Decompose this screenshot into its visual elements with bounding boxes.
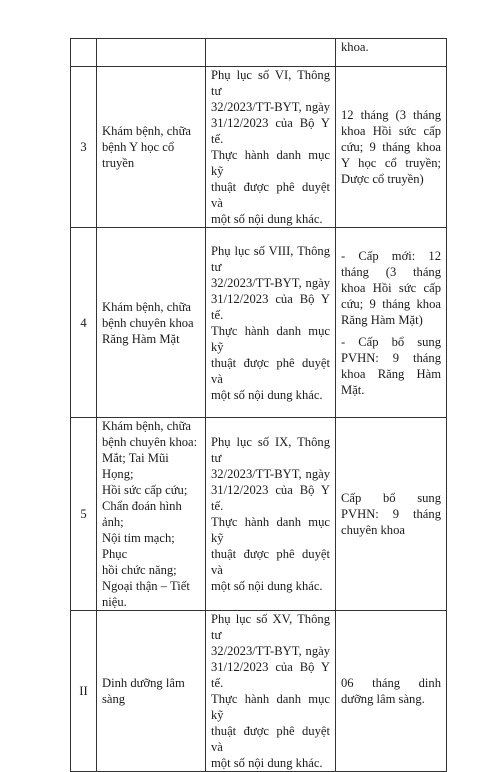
legal-basis-line: Phụ lục số VIII, Thông tư (211, 243, 330, 274)
duration-paragraph (341, 107, 441, 187)
service-name-line: Nội tim mạch; Phục (102, 531, 175, 561)
legal-basis-line: 32/2023/TT-BYT, ngày (211, 644, 330, 658)
duration-paragraph (341, 675, 441, 707)
duration-line: 06 tháng dinh (341, 676, 441, 690)
legal-basis-line: 31/12/2023 của Bộ Y tế. (211, 291, 330, 322)
service-name-line: Mắt; Tai Mũi Họng; (102, 451, 169, 481)
row-number-cell (71, 67, 97, 228)
legal-basis-line: một số nội dung khác. (211, 579, 323, 593)
legal-basis-line: 32/2023/TT-BYT, ngày (211, 275, 330, 290)
service-name-line: Răng Hàm Mặt (102, 331, 180, 346)
legal-basis-line: 31/12/2023 của Bộ Y tế. (211, 116, 330, 146)
service-name-cell (97, 228, 206, 418)
table-row (71, 67, 447, 228)
legal-basis-cell (206, 418, 336, 611)
service-name-line: bệnh chuyên khoa (102, 315, 194, 330)
service-name-line: Khám bệnh, chữa (102, 299, 192, 314)
legal-basis-line: thuật được phê duyệt và (211, 180, 330, 210)
table-row (71, 418, 447, 611)
duration-line: cứu; 9 tháng khoa (341, 140, 441, 154)
duration-line: PVHN: 9 tháng (341, 350, 441, 365)
row-number-cell (71, 39, 97, 67)
service-name-line: hồi chức năng; (102, 563, 177, 577)
duration-line: khoa. (341, 40, 369, 54)
service-name-cell (97, 418, 206, 611)
service-name-cell (97, 67, 206, 228)
legal-basis-cell (206, 228, 336, 418)
duration-line: dưỡng lâm sàng. (341, 692, 425, 706)
legal-basis-line: Thực hành danh mục kỹ (211, 515, 330, 545)
service-name-line: bệnh chuyên khoa: (102, 435, 198, 449)
service-name-line: Dinh dưỡng lâm (102, 676, 185, 690)
legal-basis-line: Phụ lục số IX, Thông tư (211, 435, 330, 465)
legal-basis-line: một số nội dung khác. (211, 212, 323, 226)
legal-basis-line: 31/12/2023 của Bộ Y tế. (211, 483, 330, 513)
document-table (70, 38, 447, 772)
service-name-line: Khám bệnh, chữa (102, 419, 192, 433)
legal-basis-line: Phụ lục số XV, Thông tư (211, 612, 330, 642)
service-name-line: truyền (102, 156, 135, 170)
table-row (71, 228, 447, 418)
legal-basis-cell (206, 611, 336, 772)
legal-basis-line: Thực hành danh mục kỹ (211, 692, 330, 722)
duration-line: khoa Răng Hàm (341, 366, 441, 381)
legal-basis-line: Thực hành danh mục kỹ (211, 148, 330, 178)
service-name-line: Chẩn đoán hình ảnh; (102, 499, 182, 529)
duration-line: Cấp bổ sung (341, 491, 441, 505)
service-name-line: Ngoại thận – Tiết (102, 579, 190, 593)
duration-line: Y học cổ truyền; (341, 156, 441, 170)
duration-line: Dược cổ truyền) (341, 172, 424, 186)
duration-line: - Cấp bổ sung (341, 334, 441, 349)
table-row (71, 39, 447, 67)
legal-basis-cell (206, 39, 336, 67)
legal-basis-line: Thực hành danh mục kỹ (211, 323, 330, 354)
duration-cell (336, 39, 447, 67)
duration-cell (336, 228, 447, 418)
service-name-line: bệnh Y học cổ (102, 140, 175, 154)
legal-basis-line: thuật được phê duyệt và (211, 724, 330, 754)
row-number: 4 (80, 315, 87, 330)
duration-line: Mặt. (341, 382, 365, 397)
duration-cell (336, 611, 447, 772)
service-name-line: sàng (102, 692, 126, 706)
row-number: 5 (80, 507, 87, 521)
row-number-cell (71, 611, 97, 772)
duration-line: PVHN: 9 tháng (341, 507, 441, 521)
duration-line: cứu; 9 tháng khoa (341, 296, 441, 311)
legal-basis-line: 32/2023/TT-BYT, ngày (211, 467, 330, 481)
row-number: II (79, 684, 88, 698)
legal-basis-line: một số nội dung khác. (211, 756, 323, 770)
duration-line: 12 tháng (3 tháng (341, 108, 441, 122)
duration-line: - Cấp mới: 12 (341, 248, 441, 263)
legal-basis-cell (206, 67, 336, 228)
legal-basis-line: thuật được phê duyệt và (211, 547, 330, 577)
duration-cell (336, 67, 447, 228)
duration-line: Răng Hàm Mặt) (341, 312, 423, 327)
duration-line: chuyên khoa (341, 523, 405, 537)
legal-basis-line: 31/12/2023 của Bộ Y tế. (211, 660, 330, 690)
row-number-cell (71, 418, 97, 611)
duration-paragraph (341, 490, 441, 538)
legal-basis-line: một số nội dung khác. (211, 387, 323, 402)
duration-cell (336, 418, 447, 611)
duration-paragraph (341, 248, 441, 328)
duration-paragraph (341, 39, 441, 55)
duration-line: khoa Hồi sức cấp (341, 124, 441, 138)
table-row (71, 611, 447, 772)
legal-basis-line: 32/2023/TT-BYT, ngày (211, 100, 330, 114)
row-number: 3 (80, 140, 87, 154)
duration-paragraph (341, 334, 441, 398)
service-name-cell (97, 39, 206, 67)
service-name-cell (97, 611, 206, 772)
legal-basis-line: thuật được phê duyệt và (211, 355, 330, 386)
service-name-line: Hồi sức cấp cứu; (102, 483, 188, 497)
service-name-line: Khám bệnh, chữa (102, 124, 192, 138)
row-number-cell (71, 228, 97, 418)
duration-line: khoa Hồi sức cấp (341, 280, 441, 295)
duration-line: tháng (3 tháng (341, 264, 441, 279)
service-name-line: niệu. (102, 595, 127, 609)
legal-basis-line: Phụ lục số VI, Thông tư (211, 68, 330, 98)
